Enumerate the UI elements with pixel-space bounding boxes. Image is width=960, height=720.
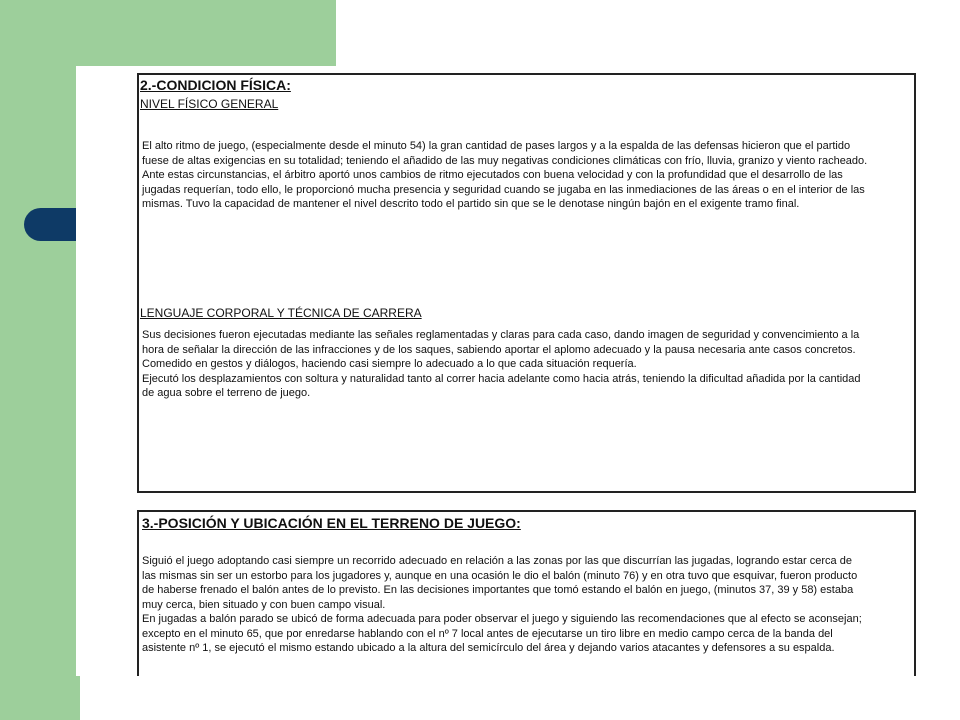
section2-general-line: mismas. Tuvo la capacidad de mantener el nivel descrito todo el partido sin que se le denotase ningún bajón en el exigente tramo final. bbox=[142, 198, 800, 210]
section3-line: muy cerca, bien situado y con buen campo visual. bbox=[142, 598, 386, 611]
section2-paragraph-body-language bbox=[142, 328, 861, 401]
section3-line: En jugadas a balón parado se ubicó de forma adecuada para poder observar el juego y siguiendo las recomendaciones que al efecto se aconsejan; bbox=[142, 613, 862, 625]
section3-title: 3.-POSICIÓN Y UBICACIÓN EN EL TERRENO DE JUEGO: bbox=[142, 515, 521, 531]
section-physical-condition bbox=[137, 73, 916, 493]
section2-body-language-line: Sus decisiones fueron ejecutadas mediante las señales reglamentadas y claras para cada caso, dando imagen de seguridad y convencimiento a la bbox=[142, 329, 860, 341]
section2-subheading-general: NIVEL FÍSICO GENERAL bbox=[140, 97, 279, 111]
section2-subheading-body-language: LENGUAJE CORPORAL Y TÉCNICA DE CARRERA bbox=[140, 306, 422, 320]
section2-body-language-line: hora de señalar la dirección de las infracciones y de los saques, sabiendo aportar el aplomo adecuado y la pausa necesaria ante casos concretos. bbox=[142, 343, 856, 356]
section2-body-language-line: Comedido en gestos y diálogos, haciendo casi siempre lo adecuado a lo que cada situación requería. bbox=[142, 358, 637, 370]
section2-body-language-line: de agua sobre el terreno de juego. bbox=[142, 387, 311, 399]
section2-body-language-line: Ejecutó los desplazamientos con soltura y naturalidad tanto al correr hacia adelante como hacia atrás, teniendo la dificultad añadida por la cantidad bbox=[142, 372, 861, 385]
section3-line: las mismas sin ser un estorbo para los jugadores y, aunque en una ocasión le dio el balón (minuto 76) y en otra tuvo que esquivar, fueron producto bbox=[142, 569, 858, 582]
section2-general-line: El alto ritmo de juego, (especialmente desde el minuto 54) la gran cantidad de pases largos y a la espalda de las defensas hicieron que el partido bbox=[142, 140, 851, 152]
section3-line: excepto en el minuto 65, que por enredarse hablando con el nº 7 local antes de ejecutarse un tiro libre en medio campo cerca de la banda del bbox=[142, 627, 833, 640]
section3-paragraph bbox=[142, 554, 862, 656]
section2-title: 2.-CONDICION FÍSICA: bbox=[140, 77, 291, 93]
section2-general-line: Ante estas circunstancias, el árbitro aportó unos cambios de ritmo ejecutados con buena velocidad y con la profundidad que el desarrollo de las bbox=[142, 169, 843, 181]
section2-general-line: jugadas requerían, todo ello, le proporcionó mucha presencia y seguridad cuando se jugaba en las inmediaciones de las áreas o en el interior de las bbox=[142, 183, 865, 196]
green-background-top bbox=[0, 0, 336, 66]
document-page bbox=[76, 66, 960, 676]
green-background-left bbox=[0, 0, 80, 720]
blue-tab-marker bbox=[24, 208, 76, 241]
section2-paragraph-general bbox=[142, 139, 867, 212]
section3-line: asistente nº 1, se ejecutó el mismo estando ubicado a la altura del semicírculo del área y dejando varios atacantes y defensores a su espalda. bbox=[142, 642, 835, 654]
section3-line: Siguió el juego adoptando casi siempre un recorrido adecuado en relación a las zonas por las que discurrían las jugadas, logrando estar cerca de bbox=[142, 555, 852, 567]
section3-line: de haberse frenado el balón antes de lo previsto. En las decisiones importantes que tomó estando el balón en juego, (minutos 37, 39 y 58) estaba bbox=[142, 584, 854, 596]
section2-general-line: fuese de altas exigencias en su totalidad; teniendo el añadido de las muy negativas condiciones climáticas con frío, lluvia, granizo y viento racheado. bbox=[142, 154, 868, 167]
